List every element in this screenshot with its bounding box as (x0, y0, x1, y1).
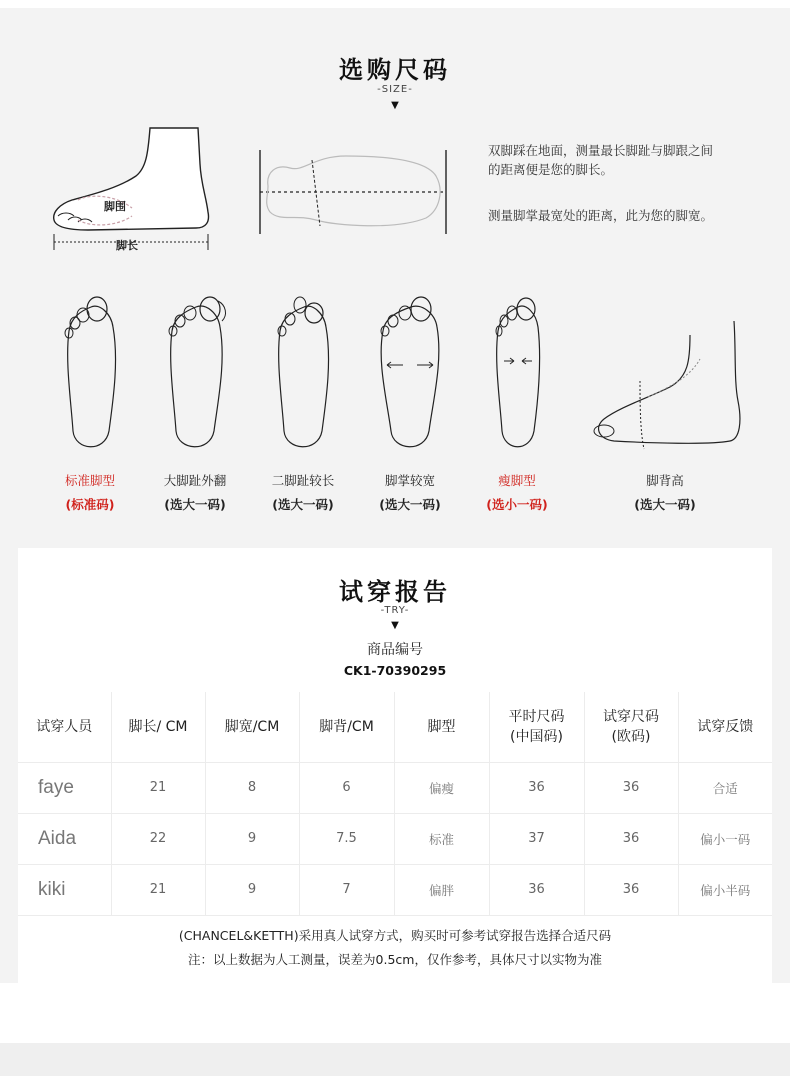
page-top-strip (0, 0, 790, 8)
long-second-toe-foot-icon (268, 291, 338, 459)
cell-feedback: 偏小一码 (678, 813, 772, 864)
trial-section-title: 试穿报告 (339, 578, 451, 606)
product-number-label: 商品编号 (367, 642, 423, 658)
header-trial-size-line1: 试穿尺码 (603, 708, 659, 725)
header-trial-size (584, 692, 678, 762)
girth-label: 脚围 (104, 200, 126, 213)
trial-report-table (18, 692, 772, 916)
cell-usual-size: 37 (489, 813, 584, 864)
size-section-subtitle: -SIZE- (377, 84, 413, 95)
size-section-title: 选购尺码 (339, 56, 451, 84)
header-foot-type: 脚型 (394, 692, 489, 762)
trial-report-section (18, 548, 772, 983)
wide-forefoot-icon (375, 291, 445, 459)
cell-instep: 7 (299, 864, 394, 915)
bottom-gray-bar (0, 1043, 790, 1076)
header-usual-size (489, 692, 584, 762)
trial-note-method: (CHANCEL&KETTH)采用真人试穿方式，购买时可参考试穿报告选择合适尺码 (178, 928, 612, 943)
table-row (18, 813, 772, 864)
cell-foot-type: 偏瘦 (394, 762, 489, 813)
header-usual-size-line1: 平时尺码 (508, 708, 565, 725)
foot-type-advice: (标准码) (65, 497, 115, 512)
cell-tester: kiki (18, 864, 111, 915)
cell-instep: 7.5 (299, 813, 394, 864)
cell-length: 21 (111, 762, 205, 813)
cell-width: 9 (205, 813, 299, 864)
foot-type-standard (35, 291, 145, 513)
trial-note-disclaimer: 注：以上数据为人工测量，误差为0.5cm，仅作参考，具体尺寸以实物为准 (188, 952, 602, 967)
size-down-arrow-icon: ▼ (391, 100, 399, 111)
cell-length: 22 (111, 813, 205, 864)
foot-type-name: 标准脚型 (64, 473, 115, 488)
table-row (18, 864, 772, 915)
header-trial-size-line2: (欧码) (611, 728, 651, 745)
length-instruction-line2: 的距离便是您的脚长。 (488, 162, 614, 177)
cell-tester: Aida (18, 813, 111, 864)
cell-tester: faye (18, 762, 111, 813)
foot-type-advice: (选小一码) (486, 497, 548, 512)
foot-type-high-instep (590, 291, 740, 513)
cell-width: 9 (205, 864, 299, 915)
foot-type-name: 大脚趾外翻 (163, 473, 227, 488)
foot-type-advice: (选大一码) (164, 497, 226, 512)
foot-type-advice: (选大一码) (272, 497, 334, 512)
cell-length: 21 (111, 864, 205, 915)
cell-usual-size: 36 (489, 864, 584, 915)
foot-type-name: 瘦脚型 (498, 473, 536, 488)
width-instruction: 测量脚掌最宽处的距离，此为您的脚宽。 (488, 208, 714, 223)
foot-type-name: 脚背高 (646, 473, 684, 488)
foot-type-bunion (140, 291, 250, 513)
header-instep: 脚背/CM (299, 692, 394, 762)
table-row (18, 762, 772, 813)
side-foot-measure-illustration (48, 124, 218, 254)
trial-down-arrow-icon: ▼ (391, 620, 399, 631)
header-usual-size-line2: (中国码) (510, 728, 563, 745)
foot-type-name: 脚掌较宽 (384, 473, 435, 488)
foot-type-wide-forefoot (355, 291, 465, 513)
bottom-white-area (0, 983, 790, 1043)
trial-section-subtitle: -TRY- (380, 605, 410, 616)
top-foot-measure-illustration (256, 146, 450, 238)
standard-foot-icon (55, 291, 125, 459)
cell-foot-type: 偏胖 (394, 864, 489, 915)
foot-type-slim (462, 291, 572, 513)
cell-trial-size: 36 (584, 762, 678, 813)
cell-instep: 6 (299, 762, 394, 813)
foot-type-name: 二脚趾较长 (271, 473, 335, 488)
cell-trial-size: 36 (584, 864, 678, 915)
high-instep-foot-icon (590, 291, 750, 459)
header-foot-width: 脚宽/CM (205, 692, 299, 762)
cell-trial-size: 36 (584, 813, 678, 864)
bunion-foot-icon (160, 291, 230, 459)
cell-usual-size: 36 (489, 762, 584, 813)
length-instruction-line1: 双脚踩在地面，测量最长脚趾与脚跟之间 (488, 143, 714, 158)
header-foot-length: 脚长/ CM (111, 692, 205, 762)
cell-foot-type: 标准 (394, 813, 489, 864)
foot-type-advice: (选大一码) (379, 497, 441, 512)
header-feedback: 试穿反馈 (678, 692, 772, 762)
table-header-row (18, 692, 772, 762)
cell-feedback: 偏小半码 (678, 864, 772, 915)
product-code: CK1-70390295 (343, 663, 447, 678)
cell-width: 8 (205, 762, 299, 813)
foot-type-long-second-toe (248, 291, 358, 513)
foot-type-advice: (选大一码) (634, 497, 696, 512)
header-tester: 试穿人员 (18, 692, 111, 762)
length-label: 脚长 (116, 239, 138, 252)
slim-foot-icon (482, 291, 552, 459)
size-guide-section (0, 8, 790, 548)
cell-feedback: 合适 (678, 762, 772, 813)
